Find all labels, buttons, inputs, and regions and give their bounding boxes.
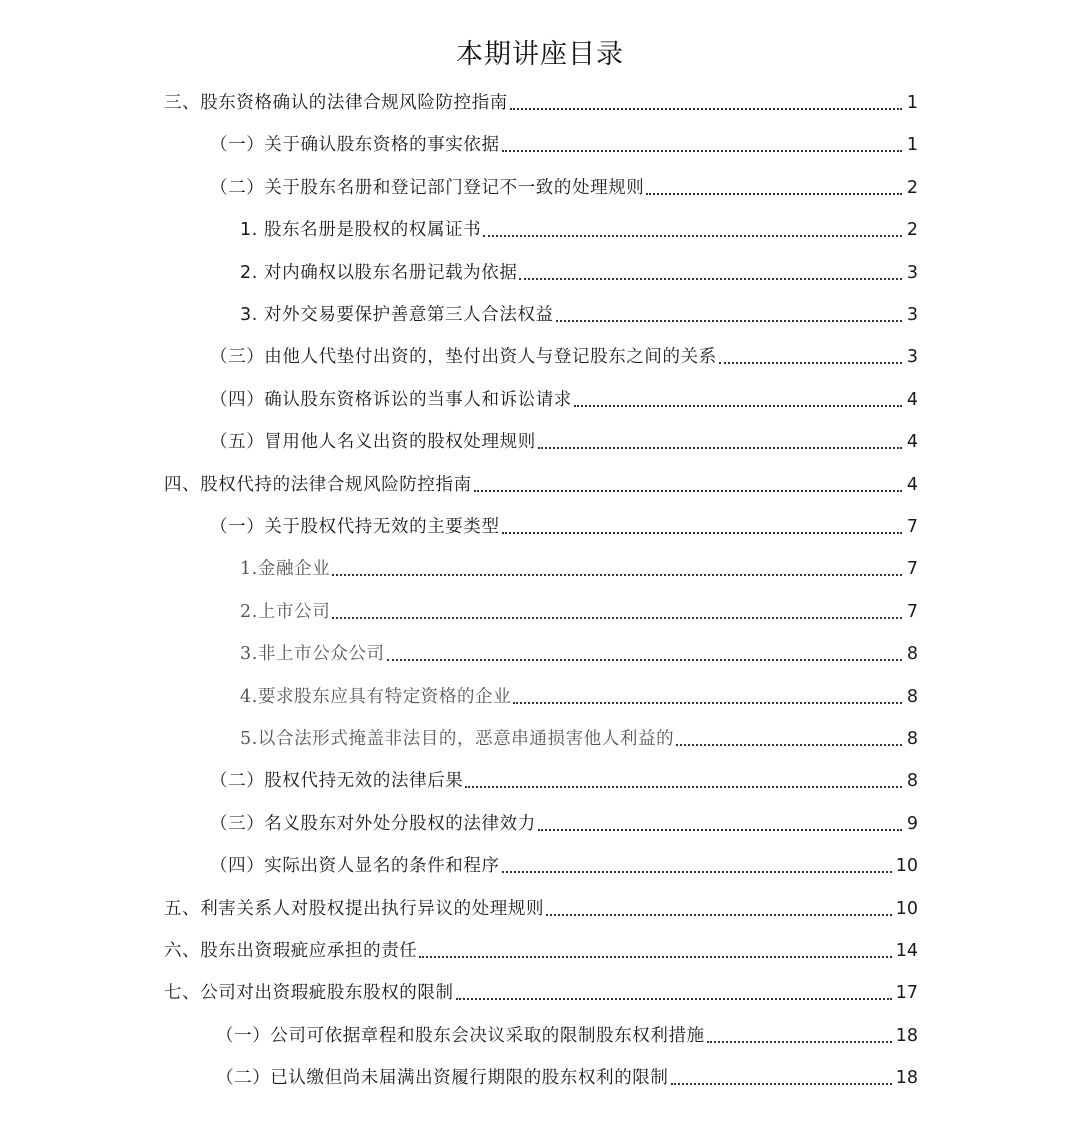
toc-entry[interactable] (240, 637, 918, 667)
toc-entry-page-number: 2 (906, 220, 918, 241)
toc-entry[interactable] (210, 383, 918, 413)
toc-entry-title: 3.非上市公众公司 (240, 644, 385, 665)
toc-entry-title: 1. 股东名册是股权的权属证书 (240, 220, 482, 241)
toc-entry-title: 六、股东出资瑕疵应承担的责任 (164, 941, 418, 961)
toc-entry-page-number: 8 (906, 686, 918, 707)
toc-entry-page-number: 7 (906, 601, 918, 622)
toc-entry[interactable] (240, 256, 918, 286)
toc-entry-title: （二）已认缴但尚未届满出资履行期限的股东权利的限制 (216, 1068, 669, 1089)
dot-leader (513, 702, 902, 704)
toc-entry[interactable] (240, 298, 918, 328)
toc-entry-page-number: 8 (906, 729, 918, 749)
dot-leader (538, 447, 902, 449)
toc-entry[interactable] (240, 552, 918, 582)
toc-entry[interactable] (216, 1061, 918, 1091)
toc-entry-page-number: 8 (906, 644, 918, 665)
toc-entry-title: （四）确认股东资格诉讼的当事人和诉讼请求 (210, 389, 572, 410)
toc-entry[interactable] (216, 1019, 918, 1049)
toc-entry-title: （一）关于股权代持无效的主要类型 (210, 517, 500, 537)
toc-entry-title: （三）名义股东对外处分股权的法律效力 (210, 813, 536, 834)
toc-entry[interactable] (210, 764, 918, 794)
toc-entry-page-number: 7 (906, 517, 918, 537)
toc-entry-title: （五）冒用他人名义出资的股权处理规则 (210, 432, 536, 453)
page-title: 本期讲座目录 (456, 39, 624, 70)
toc-entry-title: 3. 对外交易要保护善意第三人合法权益 (240, 305, 554, 325)
toc-entry[interactable] (164, 934, 918, 964)
toc-entry[interactable] (164, 892, 918, 922)
dot-leader (538, 829, 902, 831)
toc-entry[interactable] (240, 680, 918, 710)
toc-entry-page-number: 2 (906, 177, 918, 198)
toc-entry[interactable] (210, 849, 918, 879)
dot-leader (676, 744, 902, 746)
toc-entry-title: （二）关于股东名册和登记部门登记不一致的处理规则 (210, 177, 645, 198)
toc-entry-page-number: 17 (895, 983, 918, 1004)
toc-entry[interactable] (210, 128, 918, 158)
toc-entry[interactable] (210, 510, 918, 540)
toc-entry-title: 七、公司对出资瑕疵股东股权的限制 (164, 983, 454, 1004)
toc-entry-title: （三）由他人代垫付出资的，垫付出资人与登记股东之间的关系 (210, 347, 717, 368)
dot-leader (707, 1041, 892, 1043)
toc-entry-page-number: 3 (906, 262, 918, 283)
toc-entry-page-number: 9 (906, 813, 918, 834)
toc-entry[interactable] (210, 425, 918, 455)
dot-leader (719, 362, 902, 364)
toc-entry-title: 1.金融企业 (240, 559, 331, 580)
toc-entry[interactable] (164, 468, 918, 498)
toc-entry-page-number: 8 (906, 771, 918, 792)
dot-leader (483, 235, 902, 237)
toc-entry-title: 5.以合法形式掩盖非法目的，恶意串通损害他人利益的 (240, 729, 675, 749)
dot-leader (456, 998, 892, 1000)
toc-entry-title: 三、股东资格确认的法律合规风险防控指南 (164, 93, 508, 113)
toc-entry-title: （一）公司可依据章程和股东会决议采取的限制股东权利措施 (216, 1025, 705, 1046)
toc-entry[interactable] (164, 86, 918, 116)
toc-entry-title: （四）实际出资人显名的条件和程序 (210, 856, 500, 877)
dot-leader (646, 193, 902, 195)
toc-entry-title: 五、利害关系人对股权提出执行异议的处理规则 (164, 898, 545, 919)
dot-leader (332, 617, 902, 619)
toc-entry-page-number: 14 (895, 941, 918, 961)
dot-leader (519, 278, 902, 280)
toc-entry[interactable] (240, 722, 918, 752)
dot-leader (556, 320, 902, 322)
toc-entry-title: （二）股权代持无效的法律后果 (210, 771, 464, 792)
dot-leader (502, 871, 892, 873)
toc-entry-page-number: 18 (895, 1025, 918, 1046)
toc-entry[interactable] (210, 340, 918, 370)
toc-entry-page-number: 4 (906, 389, 918, 410)
dot-leader (671, 1083, 892, 1085)
toc-entry[interactable] (164, 976, 918, 1006)
toc-entry-page-number: 3 (906, 305, 918, 325)
dot-leader (419, 956, 891, 958)
toc-entry-page-number: 10 (895, 898, 918, 919)
dot-leader (502, 532, 902, 534)
dot-leader (474, 490, 902, 492)
toc-entry-page-number: 4 (906, 474, 918, 495)
toc-entry[interactable] (210, 171, 918, 201)
dot-leader (546, 914, 892, 916)
toc-entry-page-number: 10 (895, 856, 918, 877)
toc-entry-title: 4.要求股东应具有特定资格的企业 (240, 686, 512, 707)
toc-entry[interactable] (210, 807, 918, 837)
dot-leader (574, 405, 902, 407)
toc-entry-page-number: 7 (906, 559, 918, 580)
dot-leader (332, 574, 902, 576)
dot-leader (465, 786, 902, 788)
toc-entry-page-number: 4 (906, 432, 918, 453)
dot-leader (387, 659, 902, 661)
toc-entry-page-number: 1 (906, 93, 918, 113)
toc-entry-page-number: 1 (906, 135, 918, 156)
dot-leader (510, 108, 902, 110)
dot-leader (502, 150, 902, 152)
toc-entry-title: 2.上市公司 (240, 601, 331, 622)
toc-entry-title: 2. 对内确权以股东名册记载为依据 (240, 262, 518, 283)
toc-entry[interactable] (240, 595, 918, 625)
toc-entry-title: （一）关于确认股东资格的事实依据 (210, 135, 500, 156)
toc-entry-page-number: 18 (895, 1068, 918, 1089)
toc-entry-page-number: 3 (906, 347, 918, 368)
toc-entry[interactable] (240, 213, 918, 243)
toc-entry-title: 四、股权代持的法律合规风险防控指南 (164, 474, 472, 495)
